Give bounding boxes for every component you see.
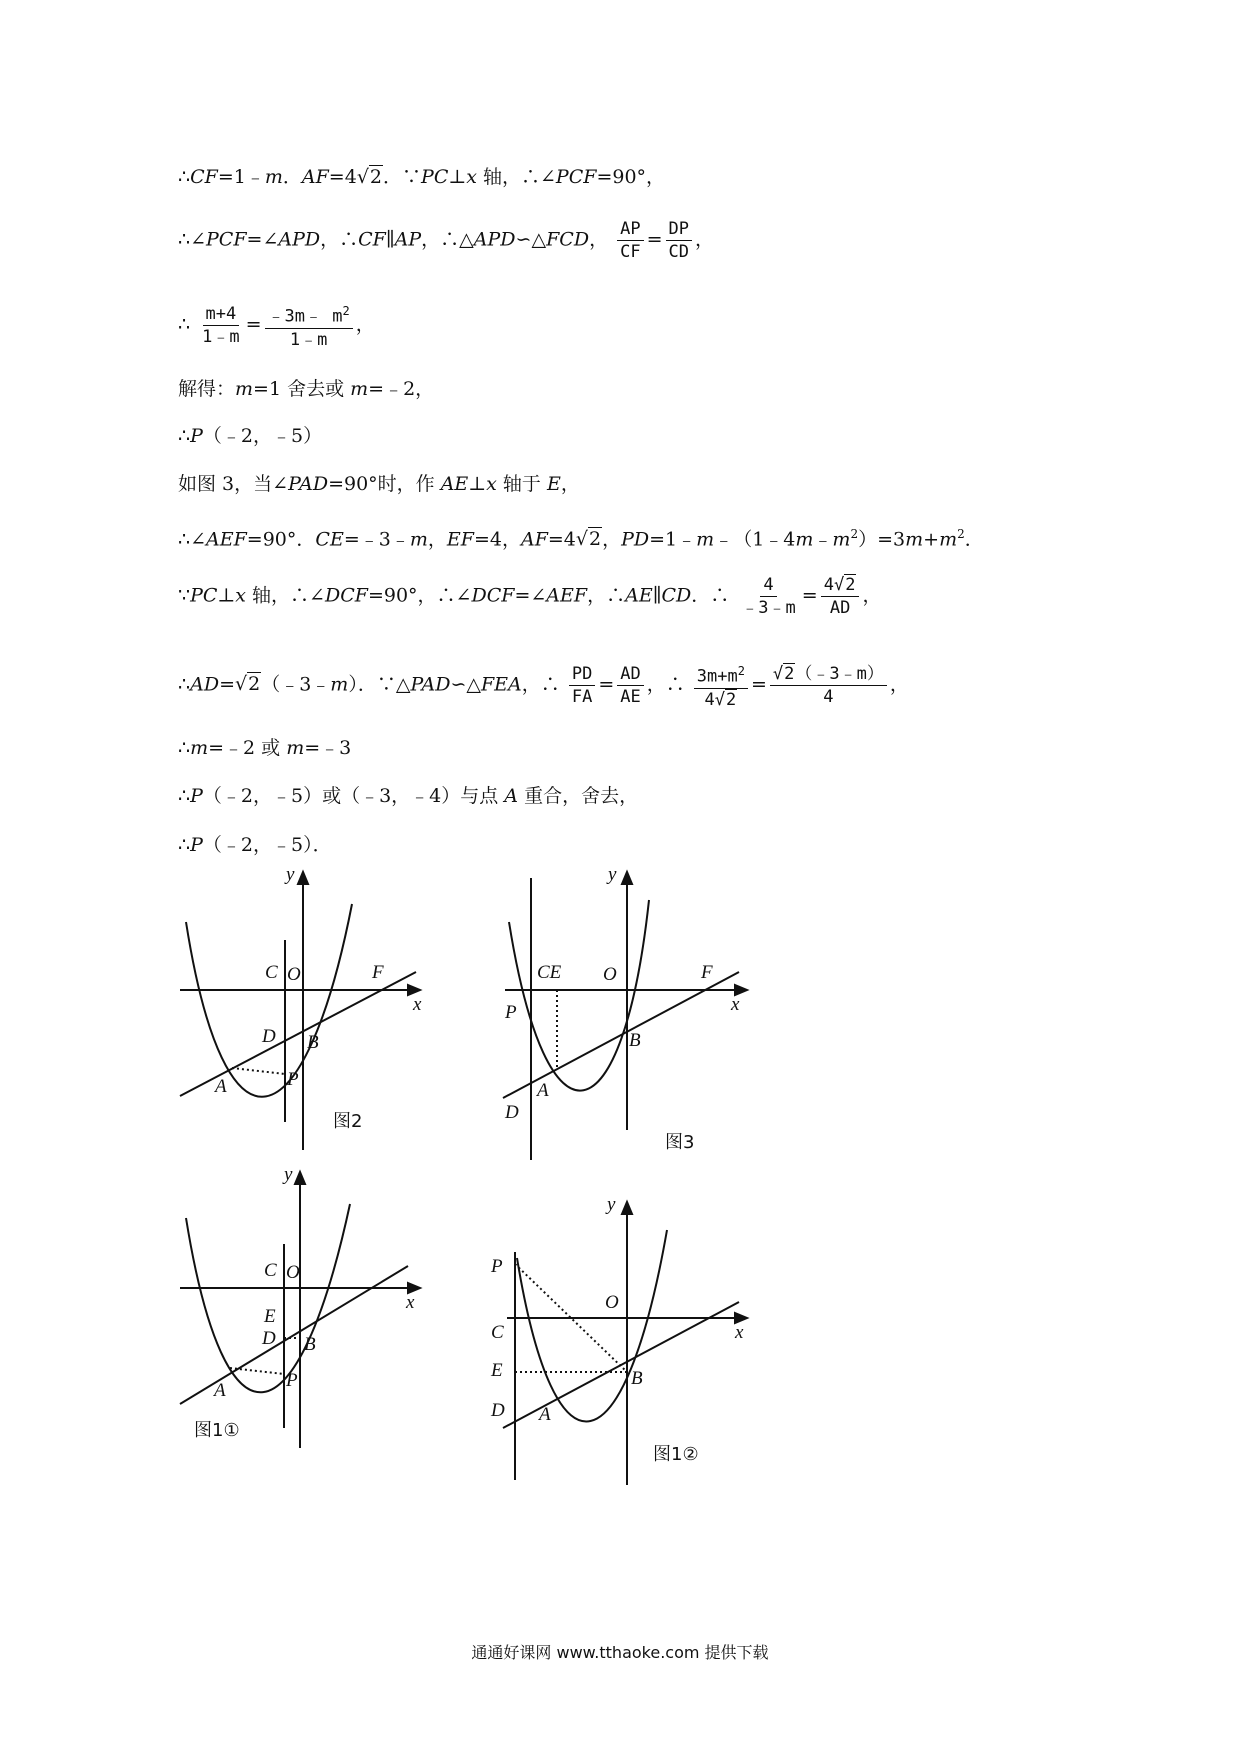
- label-a: A: [215, 1076, 227, 1097]
- label-x: x: [413, 994, 422, 1015]
- text: ，∴△: [421, 228, 474, 251]
- solution-line-10: [178, 736, 351, 760]
- var: m: [795, 528, 814, 551]
- var: CF: [190, 166, 218, 188]
- figure-caption: 图1①: [194, 1420, 240, 1441]
- var: m: [905, 528, 924, 551]
- fraction: $\frac{AD}{AE}$: [617, 663, 643, 708]
- page-footer: 通通好课网 www.tthaoke.com 提供下载: [471, 1643, 769, 1662]
- text: ，: [889, 673, 909, 696]
- figure-caption: 图3: [665, 1132, 695, 1153]
- text: =: [598, 673, 615, 696]
- var: CE: [315, 528, 344, 551]
- label-e: E: [491, 1360, 503, 1381]
- label-a: A: [537, 1080, 549, 1101]
- var: EF: [446, 528, 474, 551]
- figure-3: [495, 860, 775, 1170]
- text: =90°，: [596, 166, 666, 188]
- var: APD: [278, 228, 321, 251]
- figure-1-1: [170, 1160, 450, 1460]
- text: ∴∠: [178, 528, 207, 551]
- var: PCF: [555, 166, 597, 188]
- var: A: [504, 785, 519, 807]
- text: ∴∠: [178, 228, 207, 251]
- var: x: [466, 166, 477, 188]
- text: ∥: [652, 584, 662, 607]
- var: m: [190, 737, 209, 759]
- text: ，: [427, 528, 447, 551]
- text: ．∴: [691, 584, 730, 607]
- var: m: [350, 378, 369, 400]
- sqrt: √2: [234, 673, 261, 696]
- text: ）=3: [858, 528, 906, 551]
- label-b: B: [307, 1032, 319, 1053]
- var: m: [939, 528, 958, 551]
- text: 如图 3，当∠: [178, 473, 289, 495]
- fraction: $\frac{4√2}{AD}$: [821, 574, 860, 619]
- text: ．∵: [383, 166, 422, 188]
- solution-line-11: [178, 784, 638, 808]
- text: ．: [964, 528, 984, 551]
- label-e: E: [264, 1306, 276, 1327]
- text: ，∴: [320, 228, 359, 251]
- text: ∴: [178, 673, 191, 696]
- var: AF: [301, 166, 329, 188]
- label-a: A: [539, 1404, 551, 1425]
- text: ∥: [385, 228, 395, 251]
- label-d: D: [491, 1400, 505, 1421]
- fraction: $\frac{3m+m^2}{4√2}$: [694, 660, 748, 711]
- var: PAD: [288, 473, 329, 495]
- text: 重合，舍去，: [518, 785, 639, 807]
- var: P: [190, 425, 203, 447]
- label-x: x: [735, 1322, 744, 1343]
- text: 轴于: [496, 473, 547, 495]
- fraction: $\frac{PD}{FA}$: [569, 663, 595, 708]
- solution-line-2: [178, 218, 714, 263]
- text: 轴，∴∠: [246, 584, 325, 607]
- figure-caption: 图1②: [653, 1444, 699, 1465]
- label-o: O: [287, 964, 301, 985]
- label-p: P: [287, 1069, 299, 1090]
- var: AEF: [206, 528, 247, 551]
- text: ，: [862, 584, 882, 607]
- text: ，∴: [521, 673, 560, 696]
- solution-line-12: [178, 833, 332, 857]
- text: ，∴: [646, 673, 685, 696]
- y-axis-arrow: [298, 872, 308, 884]
- solution-line-7: [178, 522, 984, 551]
- label-f: F: [372, 962, 384, 983]
- fraction: $\frac{√2(﹣3﹣m)}{4}$: [770, 663, 887, 708]
- text: ⊥: [448, 166, 467, 188]
- label-p: P: [491, 1256, 503, 1277]
- text: =1 舍去或: [253, 378, 351, 400]
- label-d: D: [505, 1102, 519, 1123]
- text: =∠: [246, 228, 279, 251]
- label-c: C: [491, 1322, 504, 1343]
- text: =﹣2，: [368, 378, 435, 400]
- text: =: [219, 673, 235, 696]
- solution-line-4: [178, 377, 434, 401]
- text: ∽△: [450, 673, 481, 696]
- text: ，: [695, 228, 715, 251]
- dotted-ap: [232, 1068, 285, 1074]
- var: P: [190, 834, 203, 856]
- var: m: [235, 378, 254, 400]
- text: =﹣2 或: [208, 737, 287, 759]
- var: FCD: [546, 228, 590, 251]
- label-b: B: [629, 1030, 641, 1051]
- text: （﹣2，﹣5）．: [202, 834, 332, 856]
- label-f: F: [701, 962, 713, 983]
- fraction: $\frac{﹣3m﹣ m^2}{1﹣m}$: [265, 300, 353, 351]
- text: +: [923, 528, 940, 551]
- var: CD: [661, 584, 692, 607]
- parabola: [517, 1230, 667, 1421]
- text: ⊥: [217, 584, 236, 607]
- label-b: B: [631, 1368, 643, 1389]
- text: （﹣2，﹣5）或（﹣3，﹣4）与点: [202, 785, 505, 807]
- text: ∴: [178, 737, 191, 759]
- text: ∽△: [515, 228, 547, 251]
- text: ，∴: [587, 584, 626, 607]
- figure-2: [170, 860, 450, 1160]
- text: =1﹣: [217, 166, 265, 188]
- var: x: [235, 584, 247, 607]
- var: m: [409, 528, 428, 551]
- text: =1﹣: [649, 528, 697, 551]
- var: DCF: [471, 584, 515, 607]
- label-y: y: [607, 1194, 616, 1215]
- figure-caption: 图2: [333, 1111, 363, 1132]
- text: =90°时，作: [328, 473, 441, 495]
- label-x: x: [406, 1292, 415, 1313]
- text: ∴: [178, 166, 191, 188]
- text: ，: [355, 313, 375, 336]
- var: AD: [190, 673, 220, 696]
- fraction: $\frac{DP}{CD}$: [666, 218, 692, 263]
- label-d: D: [262, 1328, 276, 1349]
- text: ⊥: [468, 473, 487, 495]
- text: ∴: [178, 313, 191, 336]
- label-b: B: [304, 1334, 316, 1355]
- var: PAD: [410, 673, 451, 696]
- text: =﹣3: [304, 737, 352, 759]
- var: CF: [358, 228, 386, 251]
- parabola: [186, 1204, 350, 1392]
- label-y: y: [284, 1164, 293, 1185]
- label-ce: CE: [537, 962, 562, 983]
- text: =: [801, 584, 818, 607]
- var: AP: [394, 228, 422, 251]
- solution-line-9: [178, 660, 909, 711]
- text: ﹣: [813, 528, 833, 551]
- var: FEA: [480, 673, 522, 696]
- text: ∴: [178, 785, 191, 807]
- text: ∵: [178, 584, 191, 607]
- text: =4，: [473, 528, 521, 551]
- var: P: [190, 785, 203, 807]
- text: =4: [547, 528, 576, 551]
- var: x: [486, 473, 497, 495]
- fraction: $\frac{AP}{CF}$: [617, 218, 643, 263]
- label-p: P: [505, 1002, 517, 1023]
- text: （﹣2，﹣5）: [202, 425, 323, 447]
- text: =﹣3﹣: [343, 528, 410, 551]
- y-axis-arrow: [295, 1172, 305, 1184]
- label-y: y: [608, 864, 617, 885]
- solution-line-5: [178, 424, 322, 448]
- solution-line-8: [178, 574, 881, 619]
- label-c: C: [264, 1260, 277, 1281]
- label-d: D: [262, 1026, 276, 1047]
- solution-line-3: [178, 300, 375, 351]
- text: ﹣（1﹣4: [714, 528, 796, 551]
- var: PC: [190, 584, 218, 607]
- text: =: [245, 313, 262, 336]
- label-o: O: [605, 1292, 619, 1313]
- var: E: [546, 473, 561, 495]
- text: =90°，∴∠: [367, 584, 472, 607]
- label-x: x: [731, 994, 740, 1015]
- var: m: [286, 737, 305, 759]
- fraction: $\frac{4}{﹣3﹣m}$: [741, 575, 796, 618]
- var: DCF: [324, 584, 368, 607]
- exponent: 2: [850, 527, 859, 541]
- text: ，: [560, 473, 580, 495]
- var: m: [264, 166, 283, 188]
- figure-1-2: [485, 1190, 775, 1490]
- text: =4: [328, 166, 357, 188]
- label-o: O: [603, 964, 617, 985]
- text: =: [750, 673, 767, 696]
- text: =90°．: [246, 528, 316, 551]
- text: =: [646, 228, 663, 251]
- text: ∴: [178, 834, 191, 856]
- sqrt: √2: [575, 528, 602, 551]
- text: ∴: [178, 425, 191, 447]
- solution-line-6: [178, 472, 580, 496]
- var: PD: [621, 528, 650, 551]
- var: m: [330, 673, 349, 696]
- text: =∠: [514, 584, 547, 607]
- sqrt: √2: [356, 166, 383, 188]
- exponent: 2: [957, 527, 965, 541]
- label-a: A: [214, 1380, 226, 1401]
- label-c: C: [265, 962, 278, 983]
- var: m: [832, 528, 851, 551]
- fraction: $\frac{m+4}{1﹣m}$: [202, 303, 240, 347]
- y-axis-arrow: [622, 1202, 632, 1214]
- var: AE: [625, 584, 653, 607]
- y-axis-arrow: [622, 872, 632, 884]
- text: 轴，∴∠: [476, 166, 556, 188]
- text: ）．∵△: [348, 673, 411, 696]
- var: PCF: [206, 228, 247, 251]
- text: ，: [602, 528, 622, 551]
- var: AE: [440, 473, 469, 495]
- label-y: y: [286, 864, 295, 885]
- text: （﹣3﹣: [261, 673, 331, 696]
- var: AF: [520, 528, 548, 551]
- text: 解得：: [178, 378, 236, 400]
- text: ．: [282, 166, 302, 188]
- solution-line-1: [178, 165, 665, 189]
- label-p: P: [286, 1370, 298, 1391]
- var: PC: [421, 166, 449, 188]
- var: m: [696, 528, 715, 551]
- var: AEF: [546, 584, 588, 607]
- parabola: [186, 904, 352, 1097]
- label-o: O: [286, 1262, 300, 1283]
- var: APD: [473, 228, 516, 251]
- text: ，: [589, 228, 609, 251]
